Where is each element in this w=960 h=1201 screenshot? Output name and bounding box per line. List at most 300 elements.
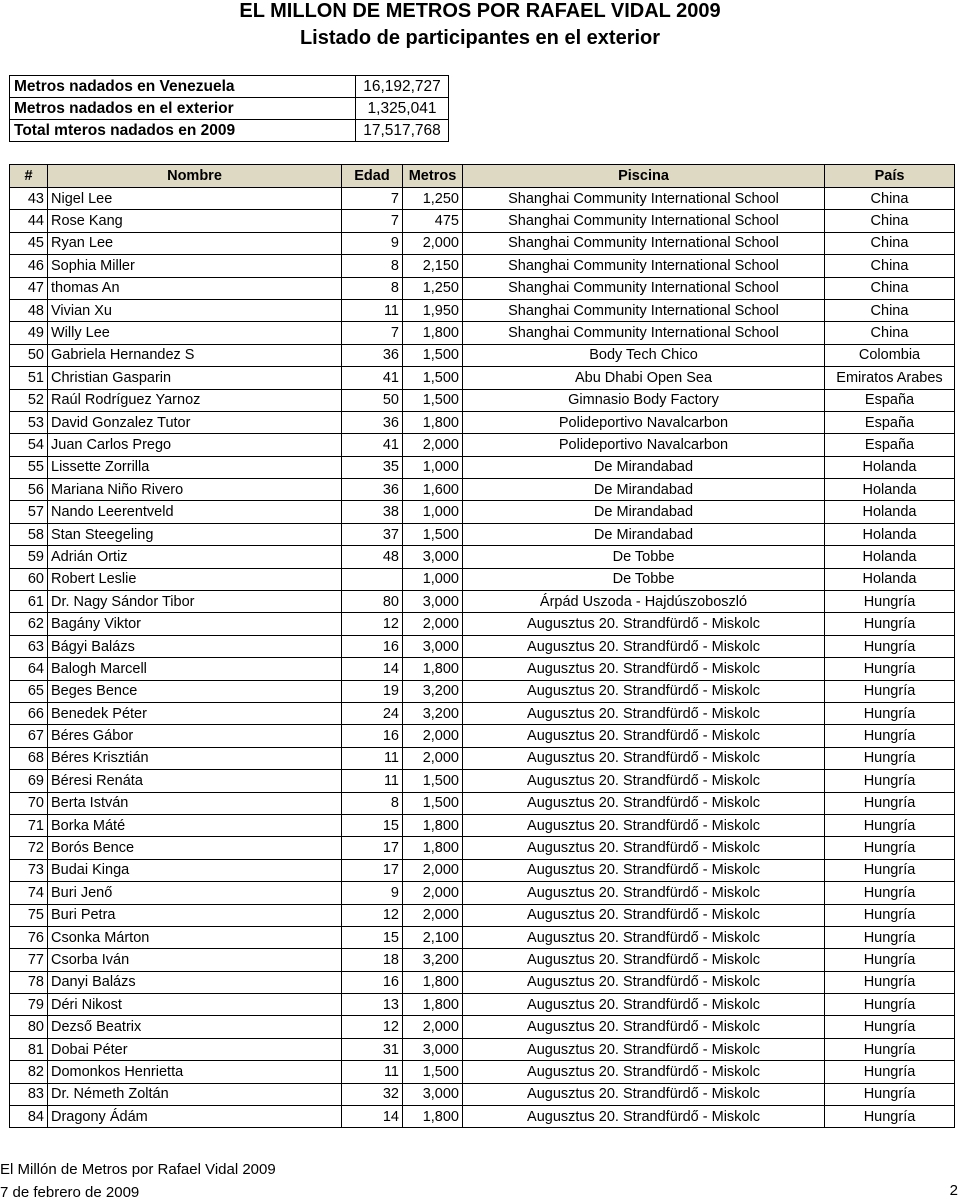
cell-country: Hungría: [825, 994, 955, 1016]
table-row: [10, 523, 955, 545]
cell-pool: Augusztus 20. Strandfürdő - Miskolc: [463, 658, 825, 680]
cell-country: China: [825, 277, 955, 299]
cell-pool: Augusztus 20. Strandfürdő - Miskolc: [463, 814, 825, 836]
table-row: [10, 188, 955, 210]
cell-country: Holanda: [825, 456, 955, 478]
cell-meters: 2,000: [403, 613, 463, 635]
table-row: [10, 658, 955, 680]
cell-meters: 1,600: [403, 479, 463, 501]
table-row: [10, 635, 955, 657]
cell-age: 7: [342, 210, 403, 232]
cell-pool: De Mirandabad: [463, 523, 825, 545]
cell-age: 12: [342, 1016, 403, 1038]
cell-name: Christian Gasparin: [48, 367, 342, 389]
cell-pool: Augusztus 20. Strandfürdő - Miskolc: [463, 702, 825, 724]
cell-country: Hungría: [825, 1016, 955, 1038]
cell-number: 47: [10, 277, 48, 299]
cell-number: 81: [10, 1038, 48, 1060]
cell-country: China: [825, 255, 955, 277]
cell-country: Hungría: [825, 680, 955, 702]
table-row: [10, 792, 955, 814]
cell-country: China: [825, 232, 955, 254]
cell-meters: 1,800: [403, 322, 463, 344]
cell-meters: 1,500: [403, 344, 463, 366]
cell-country: Hungría: [825, 591, 955, 613]
cell-pool: Augusztus 20. Strandfürdő - Miskolc: [463, 994, 825, 1016]
table-row: [10, 411, 955, 433]
cell-number: 52: [10, 389, 48, 411]
cell-meters: 3,000: [403, 1083, 463, 1105]
cell-country: Holanda: [825, 479, 955, 501]
cell-pool: Shanghai Community International School: [463, 210, 825, 232]
cell-pool: Augusztus 20. Strandfürdő - Miskolc: [463, 971, 825, 993]
summary-table: [9, 75, 449, 142]
cell-meters: 1,500: [403, 792, 463, 814]
cell-number: 49: [10, 322, 48, 344]
cell-meters: 3,000: [403, 635, 463, 657]
cell-age: 15: [342, 814, 403, 836]
cell-age: 16: [342, 635, 403, 657]
summary-label: Metros nadados en Venezuela: [10, 76, 356, 98]
cell-number: 45: [10, 232, 48, 254]
cell-name: Rose Kang: [48, 210, 342, 232]
summary-value: [356, 76, 449, 98]
cell-pool: Augusztus 20. Strandfürdő - Miskolc: [463, 725, 825, 747]
table-row: [10, 277, 955, 299]
table-row: [10, 591, 955, 613]
subtitle: Listado de participantes en el exterior: [299, 27, 661, 49]
col-name-header: Nombre: [48, 165, 342, 188]
cell-pool: Augusztus 20. Strandfürdő - Miskolc: [463, 635, 825, 657]
cell-age: 38: [342, 501, 403, 523]
cell-country: Hungría: [825, 792, 955, 814]
cell-meters: 2,000: [403, 882, 463, 904]
footer-date: 7 de febrero de 2009: [0, 1184, 140, 1201]
cell-age: 13: [342, 994, 403, 1016]
table-row: [10, 568, 955, 590]
cell-country: Hungría: [825, 658, 955, 680]
cell-name: Juan Carlos Prego: [48, 434, 342, 456]
cell-name: thomas An: [48, 277, 342, 299]
cell-country: Hungría: [825, 1061, 955, 1083]
cell-country: Hungría: [825, 971, 955, 993]
cell-country: China: [825, 188, 955, 210]
cell-pool: Augusztus 20. Strandfürdő - Miskolc: [463, 1061, 825, 1083]
cell-country: Hungría: [825, 770, 955, 792]
cell-pool: De Mirandabad: [463, 501, 825, 523]
cell-meters: 2,000: [403, 747, 463, 769]
cell-age: 36: [342, 344, 403, 366]
cell-meters: 1,000: [403, 501, 463, 523]
cell-meters: 1,250: [403, 188, 463, 210]
cell-name: Domonkos Henrietta: [48, 1061, 342, 1083]
cell-meters: 1,800: [403, 411, 463, 433]
table-row: [10, 501, 955, 523]
cell-name: Vivian Xu: [48, 299, 342, 321]
cell-name: Dragony Ádám: [48, 1106, 342, 1128]
cell-number: 58: [10, 523, 48, 545]
cell-pool: Augusztus 20. Strandfürdő - Miskolc: [463, 770, 825, 792]
cell-meters: 1,800: [403, 1106, 463, 1128]
cell-pool: Augusztus 20. Strandfürdő - Miskolc: [463, 747, 825, 769]
participants-table: [9, 164, 955, 1128]
table-row: [10, 770, 955, 792]
cell-number: 46: [10, 255, 48, 277]
cell-pool: Augusztus 20. Strandfürdő - Miskolc: [463, 859, 825, 881]
cell-number: 84: [10, 1106, 48, 1128]
cell-country: China: [825, 210, 955, 232]
cell-country: Hungría: [825, 904, 955, 926]
cell-age: 16: [342, 971, 403, 993]
cell-pool: De Mirandabad: [463, 456, 825, 478]
cell-name: Buri Petra: [48, 904, 342, 926]
cell-age: 18: [342, 949, 403, 971]
cell-name: Robert Leslie: [48, 568, 342, 590]
cell-number: 69: [10, 770, 48, 792]
cell-meters: 2,000: [403, 1016, 463, 1038]
cell-number: 44: [10, 210, 48, 232]
cell-meters: 1,500: [403, 1061, 463, 1083]
cell-number: 61: [10, 591, 48, 613]
cell-age: [342, 568, 403, 590]
cell-number: 79: [10, 994, 48, 1016]
cell-meters: 3,000: [403, 591, 463, 613]
cell-name: Dr. Németh Zoltán: [48, 1083, 342, 1105]
cell-pool: Augusztus 20. Strandfürdő - Miskolc: [463, 1016, 825, 1038]
cell-age: 8: [342, 792, 403, 814]
table-row: [10, 322, 955, 344]
cell-age: 32: [342, 1083, 403, 1105]
cell-number: 77: [10, 949, 48, 971]
table-row: [10, 859, 955, 881]
cell-number: 80: [10, 1016, 48, 1038]
cell-country: Hungría: [825, 725, 955, 747]
table-row: [10, 1083, 955, 1105]
cell-meters: 1,250: [403, 277, 463, 299]
cell-name: Csonka Márton: [48, 926, 342, 948]
cell-age: 14: [342, 1106, 403, 1128]
table-row: [10, 971, 955, 993]
cell-pool: Shanghai Community International School: [463, 322, 825, 344]
col-country-header: País: [825, 165, 955, 188]
cell-meters: 1,500: [403, 367, 463, 389]
cell-age: 35: [342, 456, 403, 478]
cell-number: 55: [10, 456, 48, 478]
col-number-header: #: [10, 165, 48, 188]
cell-meters: 1,000: [403, 568, 463, 590]
cell-name: Dezső Beatrix: [48, 1016, 342, 1038]
cell-name: Dobai Péter: [48, 1038, 342, 1060]
cell-country: Hungría: [825, 747, 955, 769]
cell-name: Berta István: [48, 792, 342, 814]
cell-name: Borós Bence: [48, 837, 342, 859]
cell-meters: 1,000: [403, 456, 463, 478]
table-row: [10, 949, 955, 971]
col-meters-header: Metros: [403, 165, 463, 188]
cell-age: 19: [342, 680, 403, 702]
cell-pool: Shanghai Community International School: [463, 277, 825, 299]
cell-number: 70: [10, 792, 48, 814]
cell-meters: 3,200: [403, 702, 463, 724]
cell-pool: Augusztus 20. Strandfürdő - Miskolc: [463, 792, 825, 814]
cell-name: Buri Jenő: [48, 882, 342, 904]
table-header-row: [10, 165, 955, 188]
cell-country: Colombia: [825, 344, 955, 366]
cell-country: Hungría: [825, 613, 955, 635]
page-number: 2: [949, 1182, 958, 1199]
cell-meters: 2,150: [403, 255, 463, 277]
cell-country: Hungría: [825, 837, 955, 859]
cell-number: 60: [10, 568, 48, 590]
table-row: [10, 367, 955, 389]
table-row: [10, 299, 955, 321]
cell-number: 76: [10, 926, 48, 948]
cell-meters: 1,950: [403, 299, 463, 321]
table-row: [10, 904, 955, 926]
cell-number: 66: [10, 702, 48, 724]
summary-row: [10, 98, 449, 120]
summary-value-text: 16,192,727: [363, 77, 441, 95]
cell-age: 17: [342, 859, 403, 881]
cell-age: 36: [342, 479, 403, 501]
cell-name: Raúl Rodríguez Yarnoz: [48, 389, 342, 411]
cell-pool: Árpád Uszoda - Hajdúszoboszló: [463, 591, 825, 613]
table-row: [10, 680, 955, 702]
cell-age: 9: [342, 232, 403, 254]
cell-number: 82: [10, 1061, 48, 1083]
cell-name: Mariana Niño Rivero: [48, 479, 342, 501]
cell-number: 51: [10, 367, 48, 389]
cell-number: 71: [10, 814, 48, 836]
cell-country: Holanda: [825, 568, 955, 590]
summary-value: [356, 98, 449, 120]
cell-age: 24: [342, 702, 403, 724]
cell-number: 57: [10, 501, 48, 523]
cell-meters: 1,500: [403, 389, 463, 411]
cell-country: España: [825, 434, 955, 456]
cell-country: China: [825, 322, 955, 344]
cell-meters: 1,500: [403, 770, 463, 792]
cell-meters: 3,200: [403, 949, 463, 971]
cell-name: Benedek Péter: [48, 702, 342, 724]
main-title: EL MILLON DE METROS POR RAFAEL VIDAL 2009: [239, 0, 721, 22]
cell-pool: Augusztus 20. Strandfürdő - Miskolc: [463, 1083, 825, 1105]
cell-number: 75: [10, 904, 48, 926]
cell-age: 31: [342, 1038, 403, 1060]
cell-number: 68: [10, 747, 48, 769]
cell-meters: 1,800: [403, 658, 463, 680]
table-row: [10, 702, 955, 724]
table-row: [10, 926, 955, 948]
cell-number: 50: [10, 344, 48, 366]
cell-pool: Augusztus 20. Strandfürdő - Miskolc: [463, 680, 825, 702]
cell-country: Hungría: [825, 814, 955, 836]
table-row: [10, 1016, 955, 1038]
cell-age: 8: [342, 255, 403, 277]
table-row: [10, 479, 955, 501]
cell-country: España: [825, 389, 955, 411]
cell-name: Beges Bence: [48, 680, 342, 702]
cell-age: 14: [342, 658, 403, 680]
cell-pool: Augusztus 20. Strandfürdő - Miskolc: [463, 926, 825, 948]
cell-country: Hungría: [825, 1083, 955, 1105]
cell-age: 11: [342, 1061, 403, 1083]
cell-name: Bágyi Balázs: [48, 635, 342, 657]
cell-pool: Shanghai Community International School: [463, 188, 825, 210]
table-row: [10, 882, 955, 904]
cell-number: 63: [10, 635, 48, 657]
cell-age: 50: [342, 389, 403, 411]
cell-meters: 2,000: [403, 859, 463, 881]
cell-name: Adrián Ortiz: [48, 546, 342, 568]
cell-name: Bagány Viktor: [48, 613, 342, 635]
cell-number: 59: [10, 546, 48, 568]
cell-age: 11: [342, 747, 403, 769]
cell-number: 62: [10, 613, 48, 635]
cell-age: 7: [342, 322, 403, 344]
cell-country: Emiratos Arabes: [825, 367, 955, 389]
cell-country: Hungría: [825, 1106, 955, 1128]
cell-pool: Polideportivo Navalcarbon: [463, 411, 825, 433]
cell-number: 54: [10, 434, 48, 456]
cell-pool: Abu Dhabi Open Sea: [463, 367, 825, 389]
cell-age: 16: [342, 725, 403, 747]
table-row: [10, 1061, 955, 1083]
cell-pool: Body Tech Chico: [463, 344, 825, 366]
table-row: [10, 1106, 955, 1128]
cell-pool: Shanghai Community International School: [463, 299, 825, 321]
cell-meters: 2,000: [403, 904, 463, 926]
cell-name: Stan Steegeling: [48, 523, 342, 545]
summary-value-text: 1,325,041: [367, 99, 437, 117]
cell-meters: 1,800: [403, 814, 463, 836]
table-row: [10, 994, 955, 1016]
table-row: [10, 434, 955, 456]
cell-number: 56: [10, 479, 48, 501]
cell-name: Balogh Marcell: [48, 658, 342, 680]
cell-number: 83: [10, 1083, 48, 1105]
cell-number: 65: [10, 680, 48, 702]
col-age-header: Edad: [342, 165, 403, 188]
cell-age: 36: [342, 411, 403, 433]
cell-name: Gabriela Hernandez S: [48, 344, 342, 366]
cell-meters: 3,000: [403, 546, 463, 568]
cell-pool: Augusztus 20. Strandfürdő - Miskolc: [463, 949, 825, 971]
cell-name: Déri Nikost: [48, 994, 342, 1016]
table-row: [10, 546, 955, 568]
cell-country: Hungría: [825, 882, 955, 904]
cell-pool: Gimnasio Body Factory: [463, 389, 825, 411]
cell-name: Borka Máté: [48, 814, 342, 836]
table-row: [10, 837, 955, 859]
cell-pool: Shanghai Community International School: [463, 255, 825, 277]
cell-number: 78: [10, 971, 48, 993]
cell-age: 41: [342, 434, 403, 456]
cell-pool: De Mirandabad: [463, 479, 825, 501]
cell-age: 48: [342, 546, 403, 568]
cell-meters: 3,000: [403, 1038, 463, 1060]
cell-number: 73: [10, 859, 48, 881]
cell-name: Nigel Lee: [48, 188, 342, 210]
summary-value: [356, 120, 449, 142]
cell-meters: 3,200: [403, 680, 463, 702]
table-row: [10, 1038, 955, 1060]
cell-country: Hungría: [825, 949, 955, 971]
cell-country: Hungría: [825, 926, 955, 948]
cell-number: 48: [10, 299, 48, 321]
cell-pool: De Tobbe: [463, 546, 825, 568]
table-row: [10, 814, 955, 836]
cell-pool: Augusztus 20. Strandfürdő - Miskolc: [463, 1106, 825, 1128]
cell-name: David Gonzalez Tutor: [48, 411, 342, 433]
cell-age: 17: [342, 837, 403, 859]
cell-meters: 2,000: [403, 725, 463, 747]
col-pool-header: Piscina: [463, 165, 825, 188]
cell-pool: De Tobbe: [463, 568, 825, 590]
cell-number: 67: [10, 725, 48, 747]
cell-age: 15: [342, 926, 403, 948]
cell-pool: Augusztus 20. Strandfürdő - Miskolc: [463, 1038, 825, 1060]
table-row: [10, 456, 955, 478]
cell-name: Lissette Zorrilla: [48, 456, 342, 478]
cell-name: Dr. Nagy Sándor Tibor: [48, 591, 342, 613]
cell-pool: Polideportivo Navalcarbon: [463, 434, 825, 456]
cell-pool: Augusztus 20. Strandfürdő - Miskolc: [463, 882, 825, 904]
cell-name: Budai Kinga: [48, 859, 342, 881]
cell-number: 64: [10, 658, 48, 680]
footer-event-name: El Millón de Metros por Rafael Vidal 2009: [0, 1161, 276, 1178]
cell-name: Csorba Iván: [48, 949, 342, 971]
summary-value-text: 17,517,768: [363, 121, 441, 139]
table-row: [10, 613, 955, 635]
cell-name: Willy Lee: [48, 322, 342, 344]
cell-meters: 1,800: [403, 971, 463, 993]
cell-meters: 475: [403, 210, 463, 232]
cell-name: Béres Krisztián: [48, 747, 342, 769]
cell-number: 43: [10, 188, 48, 210]
cell-country: Hungría: [825, 702, 955, 724]
cell-country: China: [825, 299, 955, 321]
table-row: [10, 210, 955, 232]
cell-pool: Augusztus 20. Strandfürdő - Miskolc: [463, 837, 825, 859]
cell-country: Holanda: [825, 501, 955, 523]
summary-label: Metros nadados en el exterior: [10, 98, 356, 120]
cell-name: Ryan Lee: [48, 232, 342, 254]
cell-pool: Augusztus 20. Strandfürdő - Miskolc: [463, 613, 825, 635]
cell-age: 8: [342, 277, 403, 299]
cell-age: 9: [342, 882, 403, 904]
cell-country: Hungría: [825, 859, 955, 881]
cell-country: Holanda: [825, 523, 955, 545]
cell-meters: 2,000: [403, 232, 463, 254]
cell-name: Danyi Balázs: [48, 971, 342, 993]
summary-row: [10, 120, 449, 142]
table-row: [10, 232, 955, 254]
cell-pool: Augusztus 20. Strandfürdő - Miskolc: [463, 904, 825, 926]
cell-age: 37: [342, 523, 403, 545]
cell-meters: 1,800: [403, 837, 463, 859]
summary-label: Total mteros nadados en 2009: [10, 120, 356, 142]
cell-meters: 1,800: [403, 994, 463, 1016]
summary-row: [10, 76, 449, 98]
cell-meters: 2,100: [403, 926, 463, 948]
cell-name: Béres Gábor: [48, 725, 342, 747]
cell-country: España: [825, 411, 955, 433]
cell-number: 72: [10, 837, 48, 859]
cell-age: 41: [342, 367, 403, 389]
cell-country: Hungría: [825, 635, 955, 657]
table-row: [10, 747, 955, 769]
